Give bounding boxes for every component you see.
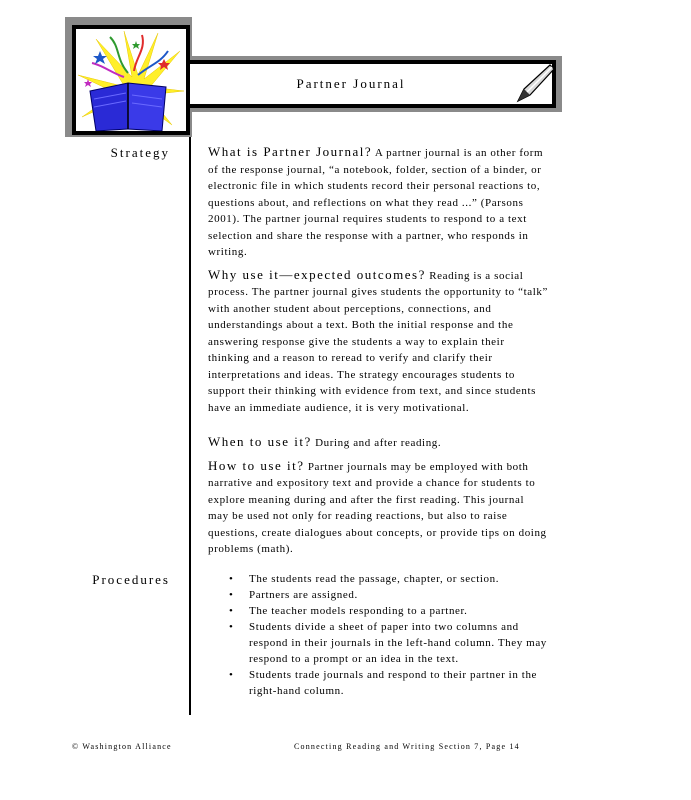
page-title: Partner Journal (296, 76, 406, 91)
why-body: Reading is a social process. The partner journal gives students the opportunity to “talk” with another student about perceptions, connections, and understandings about a text. Both the initial response and the answering response give the students a way to explain their thinking and a reason to reread to verify and clarify their interpretations and ideas. The strategy encourages students to support their thinking with evidence from text, and since students have an immediate audience, it is very motivational. (208, 269, 548, 414)
list-item: • Partners are assigned. (225, 587, 555, 603)
page-footer: Connecting Reading and Writing Section 7, Page 14 (294, 742, 520, 751)
when-heading: When to use it? (208, 434, 312, 449)
procedures-list (225, 571, 555, 699)
list-item: • Students divide a sheet of paper into two columns and respond in their journals in the left-hand column. They may respond to a prompt or an idea in the text. (225, 619, 555, 667)
how-heading: How to use it? (208, 457, 305, 473)
what-paragraph (208, 144, 548, 261)
book-with-stars-icon (76, 29, 186, 131)
pen-icon (516, 63, 556, 103)
list-item: • The students read the passage, chapter, or section. (225, 571, 555, 587)
vertical-rule (189, 137, 191, 715)
what-body: A partner journal is an other form of the response journal, “a notebook, folder, section of a binder, or electronic file in which students record their personal reactions to, questions about, and reflections on what they read ...” (Parsons 2001). The partner journal requires students to respond to a text selection and share the response with a partner, who responds in writing. (208, 147, 544, 258)
when-body: During and after reading. (311, 437, 442, 449)
strategy-content (208, 144, 548, 564)
when-paragraph (208, 434, 548, 452)
copyright-footer: © Washington Alliance (72, 742, 172, 751)
why-heading: Why use it—expected outcomes? (208, 266, 426, 282)
how-paragraph (208, 458, 548, 558)
title-banner (190, 60, 556, 108)
how-body: Partner journals may be employed with both narrative and expository text and provide a chance for students to explore meaning during and after the first reading. This journal may be used not only for reading reactions, but also to raise questions, create dialogues about concepts, or provide tips on doing problems (math). (208, 460, 547, 555)
what-heading: What is Partner Journal? (208, 144, 373, 159)
procedures-label: Procedures (92, 572, 170, 587)
why-paragraph (208, 267, 548, 417)
logo-frame (72, 25, 190, 135)
strategy-label: Strategy (110, 145, 170, 160)
list-item: • The teacher models responding to a partner. (225, 603, 555, 619)
list-item: • Students trade journals and respond to their partner in the right-hand column. (225, 667, 555, 699)
